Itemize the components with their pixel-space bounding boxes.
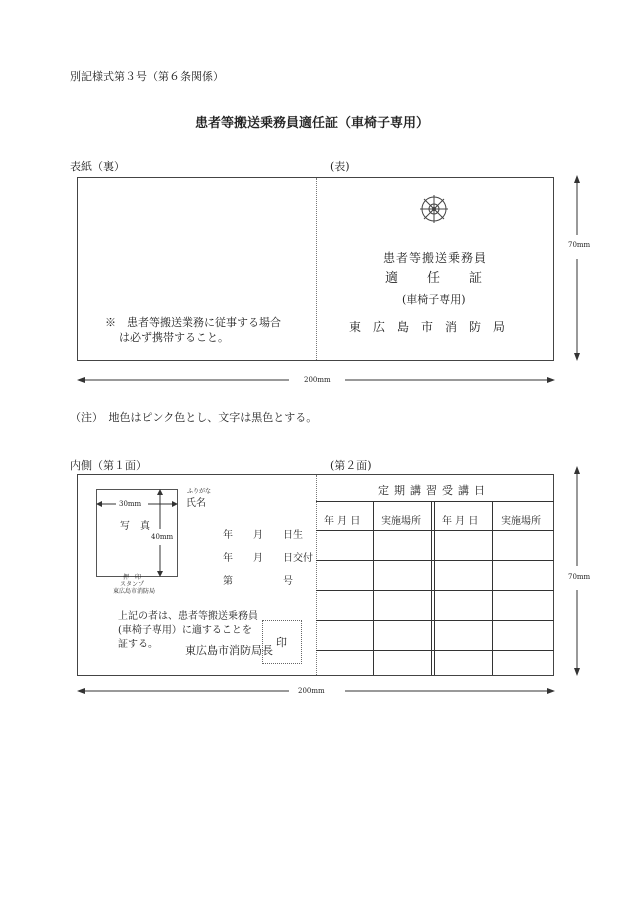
- training-table-rule: [316, 590, 554, 591]
- color-remark: （注） 地色はピンク色とし、文字は黒色とする。: [70, 411, 318, 424]
- emblem-icon: [419, 194, 449, 224]
- certification-line1: 上記の者は、患者等搬送乗務員: [118, 611, 258, 622]
- photo-label: 写 真: [120, 521, 150, 532]
- carry-note-line2: は必ず携帯すること。: [119, 331, 229, 344]
- outer-height-dimension: [570, 175, 584, 361]
- front-wheelchair-line: (車椅子専用): [402, 293, 466, 306]
- training-table-title: 定期講習受講日: [378, 484, 490, 497]
- front-qualification-line: 患者等搬送乗務員: [383, 251, 488, 265]
- birth-date-label: 年 月 日生: [223, 530, 303, 541]
- inner-card-fold-line: [316, 475, 317, 675]
- training-table-rule: [316, 501, 554, 502]
- name-label: 氏名: [186, 498, 206, 509]
- training-table-rule: [316, 560, 554, 561]
- certification-line2: (車椅子専用）に適することを: [118, 625, 252, 636]
- training-place-header: 実施場所: [501, 516, 541, 527]
- outer-width-label: 200mm: [304, 376, 331, 384]
- document-title: 患者等搬送乗務員適任証（車椅子専用）: [195, 116, 430, 131]
- seal-label: 印: [276, 636, 287, 649]
- training-table-rule: [316, 620, 554, 621]
- front-certificate-line: 適 任 証: [385, 271, 491, 286]
- training-table-divider: [373, 501, 374, 675]
- inner-page2-label: (第２面): [330, 459, 372, 472]
- training-date-header: 年 月 日: [324, 516, 361, 527]
- furigana-label: ふりがな: [187, 488, 212, 495]
- certification-line3: 証する。: [118, 639, 158, 650]
- number-label: 第 号: [223, 576, 293, 587]
- outer-height-label: 70mm: [568, 241, 591, 249]
- inner-height-label: 70mm: [568, 573, 591, 581]
- inner-width-label: 200mm: [298, 687, 325, 695]
- training-table-rule: [316, 650, 554, 651]
- training-table-divider: [434, 501, 435, 675]
- stamp-label-1: 押 印: [123, 574, 142, 581]
- issue-date-label: 年 月 日交付: [223, 553, 313, 564]
- carry-note-line1: ※ 患者等搬送業務に従事する場合: [105, 316, 281, 329]
- training-table-divider: [492, 501, 493, 675]
- fire-chief-label: 東広島市消防局長: [185, 644, 273, 657]
- training-place-header: 実施場所: [381, 516, 421, 527]
- training-table-rule: [316, 530, 554, 531]
- inner-page1-label: 内側（第１面）: [70, 459, 147, 472]
- front-issuer-line: 東 広 島 市 消 防 局: [349, 320, 506, 334]
- training-table-divider: [431, 501, 432, 675]
- inner-height-dimension: [570, 466, 584, 676]
- photo-height-label: 40mm: [151, 533, 174, 541]
- training-date-header: 年 月 日: [442, 516, 479, 527]
- form-number: 別記様式第３号（第６条関係）: [70, 70, 224, 83]
- photo-width-label: 30mm: [119, 500, 142, 508]
- stamp-label-3: 東広島市消防局: [113, 588, 156, 595]
- front-cover-label: (表): [330, 160, 350, 173]
- outer-card-fold-line: [316, 178, 317, 360]
- back-cover-label: 表紙（裏）: [70, 160, 125, 173]
- stamp-label-2: スタンプ: [120, 581, 145, 588]
